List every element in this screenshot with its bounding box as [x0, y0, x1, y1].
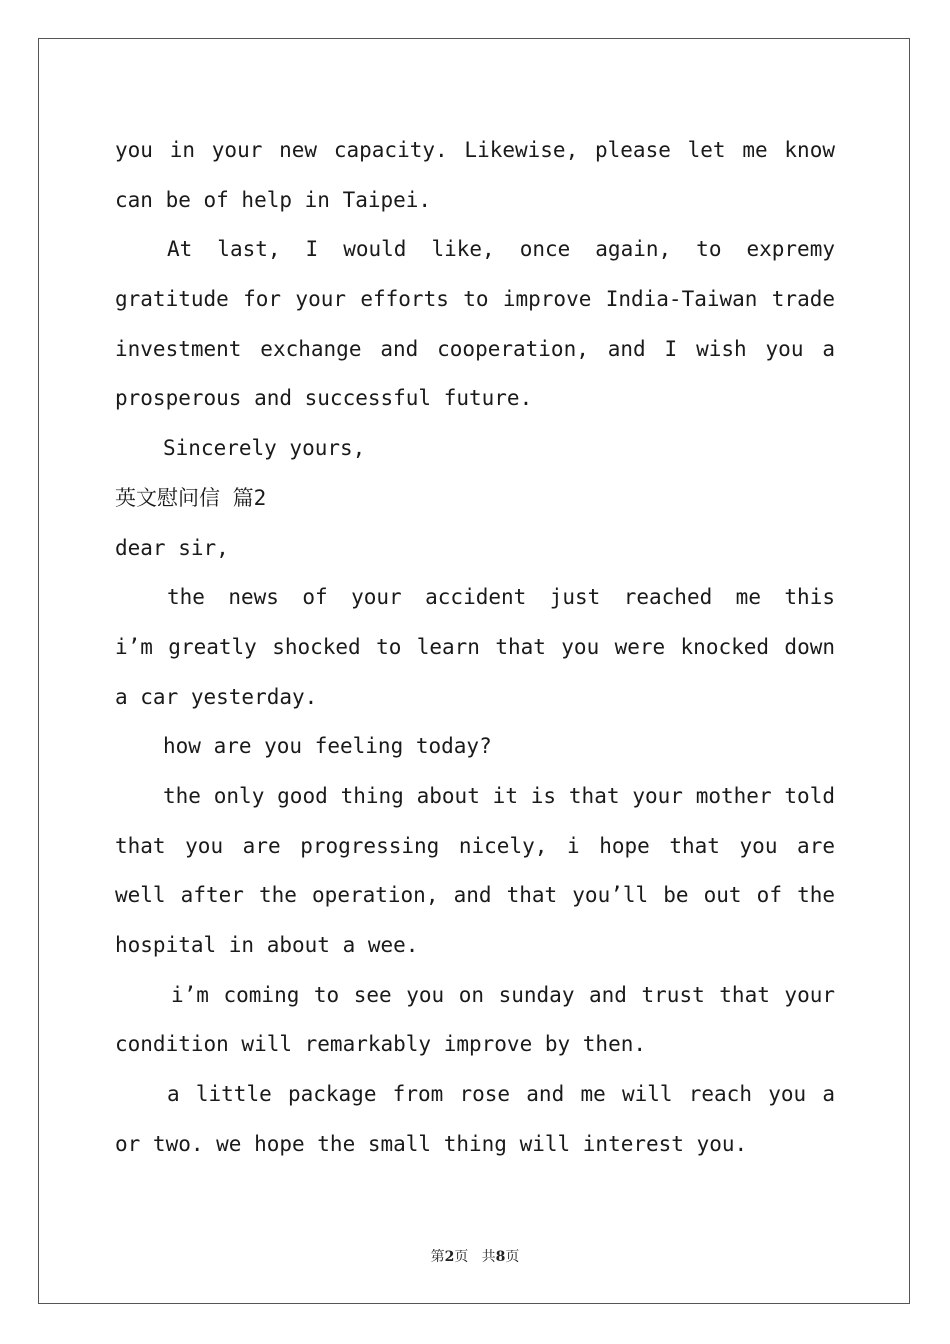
text-line: can be of help in Taipei. — [115, 187, 432, 212]
footer-page-number: 2 — [444, 1249, 455, 1265]
text-line: prosperous and successful future. — [115, 386, 533, 411]
page-footer — [0, 1246, 950, 1266]
text-line: that you are progressing nicely, i hope that you are — [115, 833, 835, 858]
text-line: gratitude for your efforts to improve India-Taiwan trade — [115, 287, 835, 312]
footer-prefix: 第 — [430, 1249, 445, 1265]
text-line: At last, I would like, once again, to expremy — [167, 237, 835, 262]
footer-page-suffix: 页 — [454, 1249, 469, 1265]
text-line: a car yesterday. — [115, 684, 318, 709]
text-line: the only good thing about it is that your mother told — [163, 783, 835, 808]
text-line: investment exchange and cooperation, and I wish you a — [115, 336, 835, 361]
text-line: the news of your accident just reached me this — [167, 585, 835, 610]
footer-total-suffix: 页 — [505, 1249, 520, 1265]
text-line: i’m greatly shocked to learn that you were knocked down — [115, 634, 835, 659]
footer-total-pages: 8 — [495, 1249, 506, 1265]
footer-total-prefix: 共 — [481, 1249, 496, 1265]
text-line: well after the operation, and that you’ll be out of the — [115, 883, 835, 908]
text-line: condition will remarkably improve by then. — [115, 1032, 647, 1057]
text-line: a little package from rose and me will reach you a — [167, 1082, 835, 1107]
text-line: or two. we hope the small thing will interest you. — [115, 1131, 748, 1156]
document-body — [115, 126, 835, 1169]
text-line: dear sir, — [115, 535, 229, 560]
text-line: how are you feeling today? — [163, 734, 492, 759]
text-line: i’m coming to see you on sunday and trust that your — [171, 982, 835, 1007]
text-line: Sincerely yours, — [163, 436, 366, 461]
text-line: 英文慰问信 篇2 — [115, 485, 267, 510]
text-line: hospital in about a wee. — [115, 933, 419, 957]
text-line: you in your new capacity. Likewise, please let me know — [115, 138, 835, 162]
